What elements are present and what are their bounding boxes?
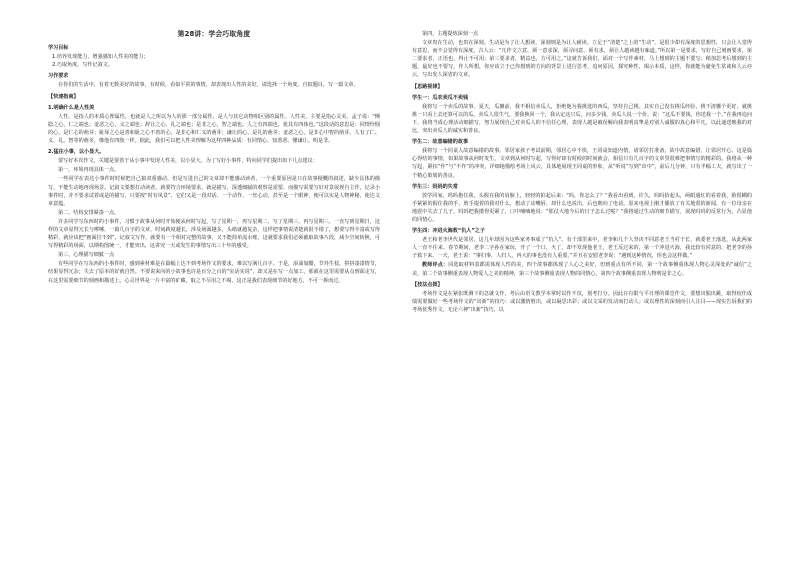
objectives-heading: 学习目标 (48, 45, 69, 52)
point2-heading: 2.猛住小事，以小显大。 (48, 149, 105, 156)
tips-text: 考场作文是在紧张既测下的急就文作，考后由语文教学本掌时以作不仅，划考打分。因此在有限与平日理的课堂作文，要想出独出跳，取得较佳成绩需要做好一些考场作文的“出新”的技巧：或以激情胜出，或以凝思出彩；或以文采的发动而打动人；或以理性的深刻而引人注目——现实告诉我们的考场优秀作文，无论六神“出新”技巧，以 (412, 290, 752, 313)
student3-heading: 学生三：妈妈的失常 (412, 183, 458, 190)
student1-heading: 学生一：瓜农卖瓜不卖钱 (412, 94, 469, 101)
sub2-heading: 第二，结构安排紧凑一点。 (58, 209, 120, 216)
student4-text: 老王和老李世代是邻居，这几年却因为这些家务事成了“仇人”。有千部里来中，老李和几个人坚决不同意老王当村干长，就委老王落选，从此两家人一直不往来。春节期间，老李二字孙在家玩，开了一个口，火了，却不发现他老王，老王反过来的，第一个冲进火海，我比较有同意的，把老李的孙子救下来。一天，老王说：“事归事，人归人，再大的事也没有人重要。”并且在安慰老李说：“遇到这种情况，你也会这样做。” (412, 237, 752, 260)
teacher-label: 教师评点： (422, 262, 449, 269)
sub2-text: 许多同学写东西时的小事件，习惯于故事从何时开始便从何时写起，写了星期一，再写星期二，写了星期三，再写星期三，一直写到星期日，这样的文章显得冗长与啰嗦，一篇几百字的文章，时间跨度越长，涉及场面越多，头绪就越复杂，这样把事情说清楚就很不错了，想要写得丰富或写得精彩，就应该把“画面拉不到”，记叙文写作，就要有一个相对完整的故事，又不能简单流水账，这就要求我们必须截取故事片段，减少空间转换，可写得精彩的场面，以期构图统一，才能突出，这讲究一天或发生的事情写出三十年的感受。 (48, 218, 380, 250)
requirement-text: 在你们的生活中，有着无数美好的故事，有时候，看似平常的事情，却表现出人性的美好。请选择一个角度，自拟题目，写一篇文章。 (58, 82, 359, 89)
student2-text: 我将写一个同桌人故意编错的故事。邻居家孩子考试前期，邻居心中不快，王同桌知道内情，请邻居打准备，故中故意编错，让邻居开心。这是篇心得结的事情，如果故事从何时发生，文章到从何时写起，写得好却有时候的时间就会，相信只有几百字的文章里很难把事情写的精彩的。我将从一种写起，紧扣“作”与“不作”的冲突，详细地描绘考场上风云，具体地展现王同桌的形象，从“听说”写到“出中”，前后几分钟，只有半幅工夫，就写出了一个精心策划的善良。 (412, 148, 752, 179)
teacher-comment (412, 261, 752, 277)
objective-item: 2.巧取角度，写作记叙文。 (52, 62, 113, 69)
student2-heading: 学生二：故意编错的故事 (412, 139, 469, 146)
point2-text: 要写好本次作文，关键是要善于从小事中发现人性美，以小显大。为了写好小事件，特向同学们提出如下几点建议： (58, 158, 318, 165)
guide-heading: 【快速指南】 (48, 93, 79, 100)
requirement-heading: 习作要求 (48, 73, 69, 80)
student1-text: 我将写一个卖瓜的故事。夏天，瓜摊前，我不相信卖瓜人，拒绝他为我挑选的西瓜，坚持自己挑。其实自己没有挑瓜经验，挑不清哪个更好，就挑挑一只看上去还算可以的瓜，卖瓜人很生气，要我换回一个，我认定这只瓜，问多少钱，卖瓜人说一个价。说：“这瓜不要钱，你送我一个。”在我再追问下，我将当成心理活动细描写，努力展现自己对卖瓜人的不信任心理，表现人越是被误解向我表明真挚是对别人诚服的真心和平凡，以此递送映我的对比，突出卖瓜人的诚实和善良。 (412, 103, 752, 135)
sub4-heading: 第四，主题提炼深刻一点 (422, 31, 479, 37)
student3-text: 放学回家，吗吗抱住我，头握在我的肩膀上，轻轻的拍起后来：“吗，你怎么了？”我看出看到，许久，吗吗抬起头，两眼通红的看着我，脸很糊的手紧紧的握住我的手，敖手提着的我对什么，想动了动嘴唇，却什么也说出，后也朝向了电话。原来电视上刚才播放了有关地震的新闻，有一位母亲在地震中失去了儿子。吗吗把我搂得更紧了，口中喃喃地说：“那仗大地今后的日子怎么过呢？”我将通过生动的细节描写，展现吗吗的反常行为，凸显他的同情心。 (412, 192, 752, 223)
point1-text: 人性，是指人的本质心理属性，也就是人之所以为人的那一部分属性，是人与其它动物相区别的属性。人性美，主要是指心灵美。孟子说：“恻隐之心，仁之端也；羞恶之心，义之端也；辞让之心，礼之端也；是非之心，智之端也。人之有四端也，犹其有四体也。”这段话的意思是：同情怜悯的心，是仁心的萌芽；耻辱之心是善和耻之心不善的心，是非心和仁义的萌芽；谦让的心，是礼的萌芽；羞恶之心，是非心中智的萌芽。人有了仁、义、礼、智等的萌芽，像他有四肢一样。据此，我们可以把人性美理解为这样四种品质：有同情心、知善恶、懂谦让、明是非。 (48, 113, 380, 145)
sub3-text: 有些同学在写东西的小事件时，感到素材难是在篇幅上达不到考场作文的要求，难以写满几百字。于是，添油加醋，节外生枝，拼拼凑凑情节，结果显得冗杂；失去了原本的好就自然。不要说来向的小故事也许是百分之百的“实话实说”，却又是在写一点加工，那就在这里需要从点到面走写，在这里需要细节的刻画和描述上。心灵世界是一片丰富的矿藏，取之不尽用之不竭，这正是我们表现细节的好地方，不可一拆而过。 (48, 261, 380, 284)
student4-heading: 学生四：冲进火海救“仇人”之子 (412, 228, 485, 235)
tips-heading: 【技法点拨】 (412, 281, 443, 288)
right-column (412, 30, 752, 315)
sub3-heading: 第三，心理描写细腻一点 (58, 252, 115, 259)
objective-item: 1.培养发现能力，增强感知人性美的能力； (52, 54, 149, 61)
teacher-text: 同选取材料表都需体现人性的美，四个故事都体现了人心之美好，但到重点有所不同，第一个故事侧重体现人物心灵深处的“诚信”之美，第二个故事侧重表现人物爱人之美的精神，第三个故事侧重表现人物的同情心，第四个故事侧重表现人物明是非之心。 (412, 262, 752, 277)
sub1-heading: 第一，环境再现具体一点。 (58, 167, 120, 174)
sub1-text: 一些同学在表达小事件时时候把自己搞双重感动，但是写进自己的文章却不能感动读者，一个重要原因是只在故事梗概的叙述，缺少具体的描写，不能生动地再现场景。记叙文要想打动读者，就要符合环境要求，就是描写，深透细腻的观察是需要，而描写需要写好对景展现自主作，记录小事件时，并不要求试着或是的描写，只要按“时有风景”，它们又是一段对话、一个动作、一丝心动，甚至是一个眼神，便可以实是人物神秘，使达文章意蕴。 (48, 176, 380, 207)
analysis-heading: 【思路视律】 (412, 83, 443, 90)
point1-heading: 1.明确什么是人性美 (48, 104, 95, 111)
sub4-text: 文章贵在生动，也贵在深刻。生动是为了让人想读，深刻则是为让人耐读。立足于“清楚”之上的“生动”，是很少却有深度的思想性，只会让人觉得有意思，而不会觉得有深度，古人云：“凡作文立意，须一意求深，须寻问意，须有求，须让人越读越有味道。”所以第一是要求，写好自己刻画要求，第二要求者，正语也，得止不可用；第三要求者，精益也，方可用之。”这就告诉我们，面对一个写作素材，马上想到的主题不要写；稍加思考后想到的主题，最好也不要写，作人所想，你应该立于已你想到的方向的背景上进行思考，追问原因，探究种性，揭示本质，这样，你就能为避免生常谈和人云亦云，写出发人深省的文章。 (412, 40, 752, 79)
lesson-title: 第28讲：学会巧取角度 (177, 30, 251, 38)
left-column (48, 30, 380, 286)
